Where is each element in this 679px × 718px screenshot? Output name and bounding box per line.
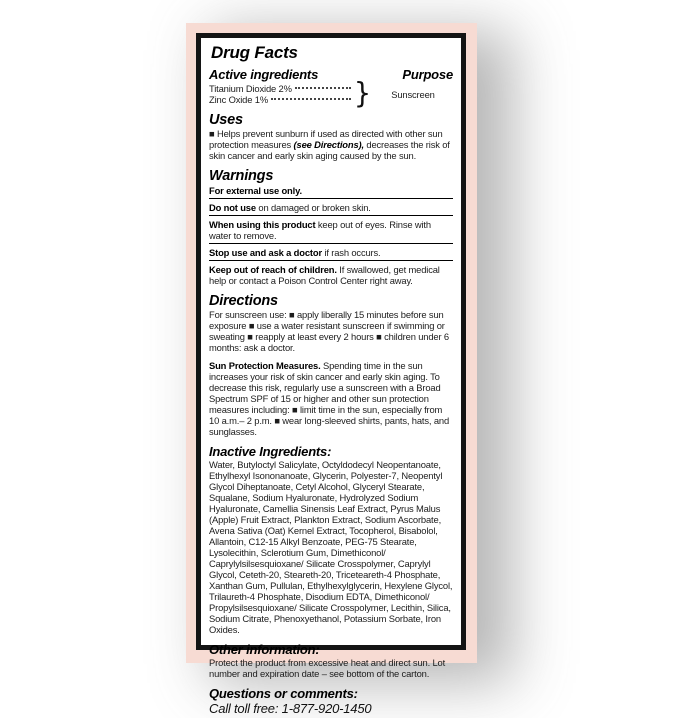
brace-glyph: } <box>353 77 371 110</box>
active-ingredients-section <box>209 66 453 110</box>
purpose-value: Sunscreen <box>391 88 435 100</box>
questions-section <box>209 685 453 718</box>
uses-text-post: decreases the risk of skin cancer and early skin aging caused by the sun. <box>209 139 450 161</box>
warning-bold: For external use only. <box>209 184 302 196</box>
questions-heading: Questions or comments: <box>209 686 358 701</box>
uses-text-pre: ■ Helps prevent sunburn if used as directed with other sun protection measures <box>209 128 443 150</box>
warning-item <box>209 201 453 213</box>
warning-bold: When using this product <box>209 218 316 230</box>
sun-protection-section <box>209 359 453 439</box>
divider <box>209 260 453 261</box>
directions-heading: Directions <box>209 293 278 309</box>
warnings-section <box>209 167 453 288</box>
ingredient-name: Titanium Dioxide 2% <box>209 83 292 94</box>
warning-rest: keep out of eyes. Rinse with water to remove. <box>209 218 431 241</box>
active-ingredients-heading: Active ingredients <box>209 67 319 82</box>
dotted-leader <box>295 87 351 89</box>
warning-bold: Keep out of reach of children. <box>209 263 337 275</box>
warnings-heading: Warnings <box>209 168 274 184</box>
other-information-section <box>209 641 453 681</box>
directions-section <box>209 292 453 355</box>
drug-facts-label <box>196 33 466 716</box>
warning-item <box>209 246 453 258</box>
warning-rest: If swallowed, get medical help or contact a Poison Control Center right away. <box>209 263 440 286</box>
toll-free-number: Call toll free: 1-877-920-1450 <box>209 701 372 716</box>
warning-bold: Do not use <box>209 201 256 213</box>
uses-text <box>209 128 453 161</box>
uses-heading: Uses <box>209 112 243 128</box>
other-information-heading: Other information: <box>209 642 320 657</box>
active-ingredient-row <box>209 83 354 94</box>
warning-rest: if rash occurs. <box>321 246 381 258</box>
sun-protection-lead: Sun Protection Measures. <box>209 360 321 371</box>
inactive-ingredients-text: Water, Butyloctyl Salicylate, Octyldodecyl Neopentanoate, Ethylhexyl Isononanoate, Glycerin, Polyester-7, Neopentyl Glycol Diheptanoate, Cetyl Alcohol, Glyceryl Stearate, Squalane, Sodium Hyaluronate, Hydrolyzed Sodium Hyaluronate, Camellia Sinensis Leaf Extract, Pyrus Malus (Apple) Fruit Extract, Plankton Extract, Sodium Ascorbate, Avena Sativa (Oat) Kernel Extract, Tocopherol, Bisabolol, Allantoin, C12-15 Alkyl Benzoate, PEG-75 Stearate, Lysolecithin, Sclerotium Gum, Dimethiconol/ Caprylylsilsesquioxane/ Silicate Crosspolymer, Caprylyl Glycol, Ceteth-20, Steareth-20, Triceteareth-4 Phosphate, Xanthan Gum, Pullulan, Ethylhexylglycerin, Hexylene Glycol, Trilaureth-4 Phosphate, Disodium EDTA, Dimethiconol/ Propylsilsesquioxane/ Silicate Crosspolymer, Lecithin, Silica, Sodium Citrate, Phenoxyethanol, Potassium Sorbate, Iron Oxides. <box>209 459 453 635</box>
dotted-leader <box>271 98 351 100</box>
sun-protection-text <box>209 360 453 437</box>
inactive-ingredients-section <box>209 443 453 637</box>
warning-item <box>209 184 453 196</box>
other-information-text: Protect the product from excessive heat and direct sun. Lot number and expiration date – see bottom of the carton. <box>209 657 446 679</box>
divider <box>209 198 453 199</box>
divider <box>209 243 453 244</box>
product-carton-panel <box>186 23 477 716</box>
ingredient-name: Zinc Oxide 1% <box>209 94 269 105</box>
purpose-heading: Purpose <box>402 67 453 82</box>
inactive-ingredients-heading: Inactive Ingredients: <box>209 444 332 459</box>
divider <box>209 215 453 216</box>
warning-rest: on damaged or broken skin. <box>255 201 371 213</box>
directions-text: For sunscreen use: ■ apply liberally 15 minutes before sun exposure ■ use a water resistant sunscreen if swimming or sweating ■ reapply at least every 2 hours ■ children under 6 months: ask a doctor. <box>209 309 449 353</box>
active-ingredient-row <box>209 94 354 105</box>
sun-protection-rest: Spending time in the sun increases your risk of skin cancer and early skin aging. To decrease this risk, regularly use a sunscreen with a Broad Spectrum SPF of 15 or higher and other sun protection measures including: ■ limit time in the sun, especially from 10 a.m.– 2 p.m. ■ wear long-sleeved shirts, pants, hats, and sunglasses. <box>209 360 450 437</box>
warning-item <box>209 218 453 241</box>
uses-section <box>209 111 453 163</box>
warning-item <box>209 263 453 286</box>
drug-facts-title: Drug Facts <box>211 43 298 62</box>
uses-see-directions: (see Directions), <box>293 139 364 150</box>
warning-bold: Stop use and ask a doctor <box>209 246 322 258</box>
